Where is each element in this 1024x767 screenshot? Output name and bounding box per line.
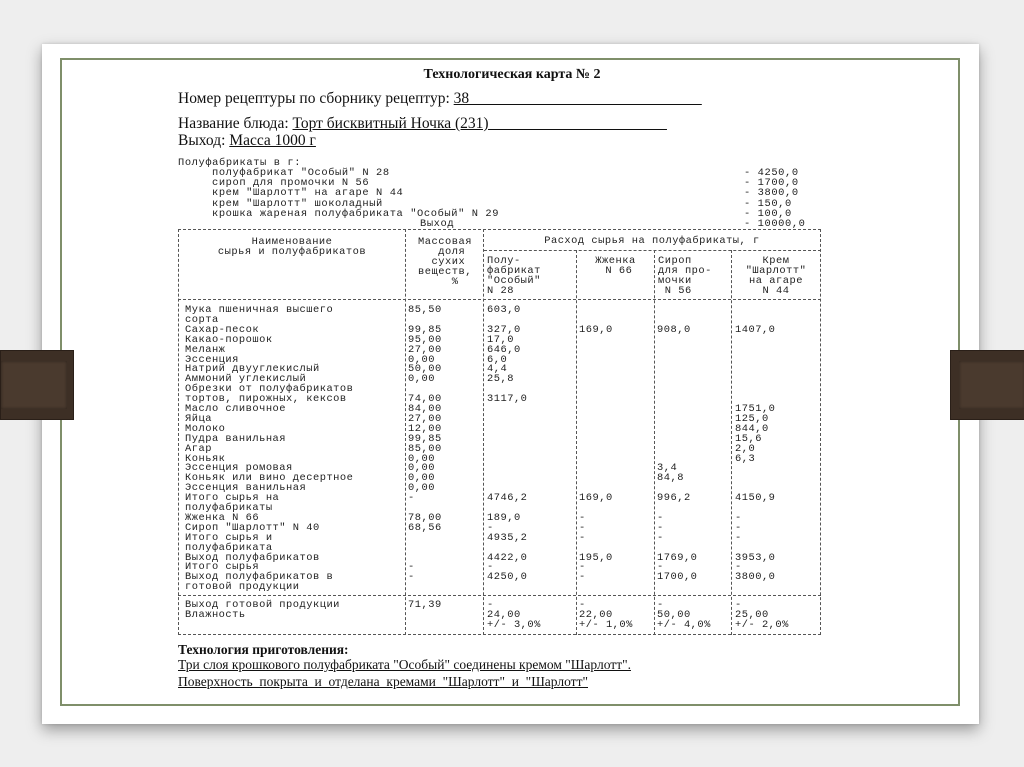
- output-value: Масса 1000 г: [229, 132, 316, 149]
- left-binder-tab: [0, 350, 74, 420]
- header-mass: Массовая доля сухих веществ, %: [418, 236, 472, 289]
- cell-c: -: [657, 561, 664, 574]
- footer-cell-name: Влажность: [185, 608, 246, 621]
- cell-mass: 0,00: [408, 452, 435, 465]
- cell-name: Выход полуфабрикатов: [185, 551, 320, 564]
- recipe-number-value: 38______________________________: [453, 90, 702, 107]
- semi-product-value: - 3800,0: [744, 187, 799, 200]
- footer-cell-name: Выход готовой продукции: [185, 599, 340, 611]
- technology-heading: Технология приготовления:: [178, 642, 349, 657]
- cell-mass: 74,00: [408, 393, 442, 406]
- cell-d: 4150,9: [735, 492, 776, 505]
- recipe-number-line: [178, 90, 702, 108]
- semi-product-value: - 100,0: [744, 207, 792, 220]
- cell-d: 15,6: [735, 432, 762, 445]
- semi-product-value: - 10000,0: [744, 218, 806, 230]
- cell-mass: -: [408, 492, 415, 505]
- cell-a: 6,0: [487, 353, 508, 366]
- cell-name: Обрезки от полуфабрикатов тортов, пирожных, кексов: [185, 383, 354, 406]
- dish-name-label: Название блюда:: [178, 115, 289, 132]
- cell-mass: 0,00: [408, 353, 435, 366]
- cell-b: -: [579, 511, 586, 524]
- cell-name: Коньяк: [185, 452, 226, 465]
- cell-c: 996,2: [657, 492, 691, 505]
- cell-b: -: [579, 561, 586, 574]
- cell-name: Сахар-песок: [185, 323, 260, 336]
- cell-name: Эссенция ромовая: [185, 462, 293, 475]
- cell-mass: 85,50: [408, 304, 442, 316]
- cell-mass: 95,00: [408, 333, 442, 346]
- cell-name: Итого сырья на полуфабрикаты: [185, 492, 280, 514]
- cell-c: 84,8: [657, 472, 684, 485]
- cell-name: Эссенция: [185, 353, 239, 366]
- semi-product-value: - 4250,0: [744, 167, 799, 179]
- cell-c: -: [657, 531, 664, 544]
- cell-d: -: [735, 521, 742, 534]
- cell-d: -: [735, 511, 742, 524]
- document-title: Технологическая карта № 2: [423, 67, 601, 82]
- cell-mass: 50,00: [408, 363, 442, 376]
- output-line: [178, 132, 316, 150]
- technology-line-1: Три слоя крошкового полуфабриката "Особый" соединены кремом "Шарлотт".: [178, 657, 631, 672]
- cell-a: 3117,0: [487, 393, 528, 406]
- cell-d: 3953,0: [735, 551, 776, 564]
- cell-d: -: [735, 561, 742, 574]
- cell-name: Мука пшеничная высшего сорта: [185, 304, 334, 326]
- footer-cell-b: 22,00 +/- 1,0%: [579, 608, 633, 631]
- cell-b: -: [579, 571, 586, 584]
- cell-mass: 84,00: [408, 403, 442, 415]
- semi-product-name: полуфабрикат "Особый" N 28: [212, 167, 390, 179]
- cell-d: 125,0: [735, 412, 769, 425]
- cell-b: 169,0: [579, 492, 613, 505]
- cell-mass: 27,00: [408, 412, 442, 425]
- cell-b: -: [579, 531, 586, 544]
- cell-name: Эссенция ванильная: [185, 482, 307, 495]
- semi-product-name: сироп для промочки N 56: [212, 177, 370, 190]
- cell-name: Сироп "Шарлотт" N 40: [185, 521, 320, 534]
- cell-c: 908,0: [657, 323, 691, 336]
- semi-product-value: - 1700,0: [744, 177, 799, 190]
- cell-d: 1751,0: [735, 403, 776, 415]
- cell-mass: -: [408, 571, 415, 584]
- cell-a: 646,0: [487, 343, 521, 356]
- footer-cell-mass: 71,39: [408, 599, 442, 611]
- cell-name: Агар: [185, 442, 212, 455]
- footer-cell-d: 25,00 +/- 2,0%: [735, 608, 789, 631]
- cell-a: -: [487, 561, 494, 574]
- cell-a: 327,0: [487, 323, 521, 336]
- cell-d: 6,3: [735, 452, 756, 465]
- cell-a: 189,0: [487, 511, 521, 524]
- semi-product-name: крошка жареная полуфабриката "Особый" N 29: [212, 207, 500, 220]
- cell-a: 4,4: [487, 363, 508, 376]
- cell-mass: 68,56: [408, 521, 442, 534]
- header-sirop: Сироп для про- мочки N 56: [658, 255, 712, 298]
- cell-d: -: [735, 531, 742, 544]
- recipe-table: [178, 229, 821, 635]
- cell-c: 1700,0: [657, 571, 698, 584]
- header-osobyi: Полу- фабрикат "Особый" N 28: [487, 255, 541, 298]
- cell-a: 4422,0: [487, 551, 528, 564]
- cell-mass: 0,00: [408, 472, 435, 485]
- cell-name: Пудра ванильная: [185, 432, 287, 445]
- cell-c: 3,4: [657, 462, 678, 475]
- header-krem: Крем "Шарлотт" на агаре N 44: [745, 255, 807, 298]
- dish-name-line: [178, 115, 667, 133]
- cell-name: Коньяк или вино десертное: [185, 472, 354, 485]
- output-label: Выход:: [178, 132, 226, 149]
- cell-c: 1769,0: [657, 551, 698, 564]
- cell-a: -: [487, 521, 494, 534]
- cell-a: 603,0: [487, 304, 521, 316]
- cell-b: 169,0: [579, 323, 613, 336]
- footer-cell-a: 24,00 +/- 3,0%: [487, 608, 541, 631]
- footer-cell-c: -: [657, 599, 664, 611]
- cell-a: 4935,2: [487, 531, 528, 544]
- semi-product-name: Выход: [420, 218, 455, 230]
- cell-name: Выход полуфабрикатов в готовой продукции: [185, 571, 334, 594]
- footer-cell-b: -: [579, 599, 586, 611]
- semi-product-name: крем "Шарлотт" шоколадный: [212, 197, 383, 210]
- technology-line-2: Поверхность покрыта и отделана кремами "Шарлотт" и "Шарлотт": [178, 674, 588, 689]
- footer-cell-a: -: [487, 599, 494, 611]
- cell-name: Натрий двууглекислый: [185, 363, 320, 376]
- recipe-number-label: Номер рецептуры по сборнику рецептур:: [178, 90, 450, 107]
- cell-mass: 85,00: [408, 442, 442, 455]
- semi-product-value: - 150,0: [744, 197, 792, 210]
- cell-name: Меланж: [185, 343, 226, 356]
- header-name: Наименование сырья и полуфабрикатов: [217, 236, 367, 259]
- header-zhzhenka: Жженка N 66: [595, 255, 636, 278]
- cell-name: Итого сырья: [185, 561, 260, 574]
- footer-cell-d: -: [735, 599, 742, 611]
- cell-a: 4746,2: [487, 492, 528, 505]
- cell-c: -: [657, 521, 664, 534]
- cell-a: 25,8: [487, 373, 514, 386]
- cell-mass: 0,00: [408, 482, 435, 495]
- cell-mass: 78,00: [408, 511, 442, 524]
- cell-d: 2,0: [735, 442, 756, 455]
- dish-name-value: Торт бисквитный Ночка (231)_______________________: [292, 115, 667, 132]
- cell-d: 3800,0: [735, 571, 776, 584]
- cell-mass: 99,85: [408, 432, 442, 445]
- cell-name: Какао-порошок: [185, 333, 273, 346]
- header-consumption: Расход сырья на полуфабрикаты, г: [544, 235, 760, 247]
- cell-name: Яйца: [185, 412, 212, 425]
- semi-product-name: крем "Шарлотт" на агаре N 44: [212, 187, 404, 200]
- cell-mass: 0,00: [408, 462, 435, 475]
- semi-products-heading: Полуфабрикаты в г:: [178, 157, 302, 169]
- cell-name: Масло сливочное: [185, 403, 287, 415]
- cell-a: 17,0: [487, 333, 514, 346]
- cell-mass: 27,00: [408, 343, 442, 356]
- cell-mass: -: [408, 561, 415, 574]
- footer-cell-c: 50,00 +/- 4,0%: [657, 608, 711, 631]
- right-binder-tab: [950, 350, 1024, 420]
- cell-name: Аммоний углекислый: [185, 373, 307, 386]
- cell-mass: 0,00: [408, 373, 435, 386]
- cell-c: -: [657, 511, 664, 524]
- cell-d: 844,0: [735, 422, 769, 435]
- cell-name: Молоко: [185, 422, 226, 435]
- cell-name: Итого сырья и полуфабриката: [185, 531, 273, 554]
- cell-b: 195,0: [579, 551, 613, 564]
- cell-d: 1407,0: [735, 323, 776, 336]
- cell-mass: 99,85: [408, 323, 442, 336]
- cell-name: Жженка N 66: [185, 511, 260, 524]
- cell-b: -: [579, 521, 586, 534]
- cell-mass: 12,00: [408, 422, 442, 435]
- cell-a: 4250,0: [487, 571, 528, 584]
